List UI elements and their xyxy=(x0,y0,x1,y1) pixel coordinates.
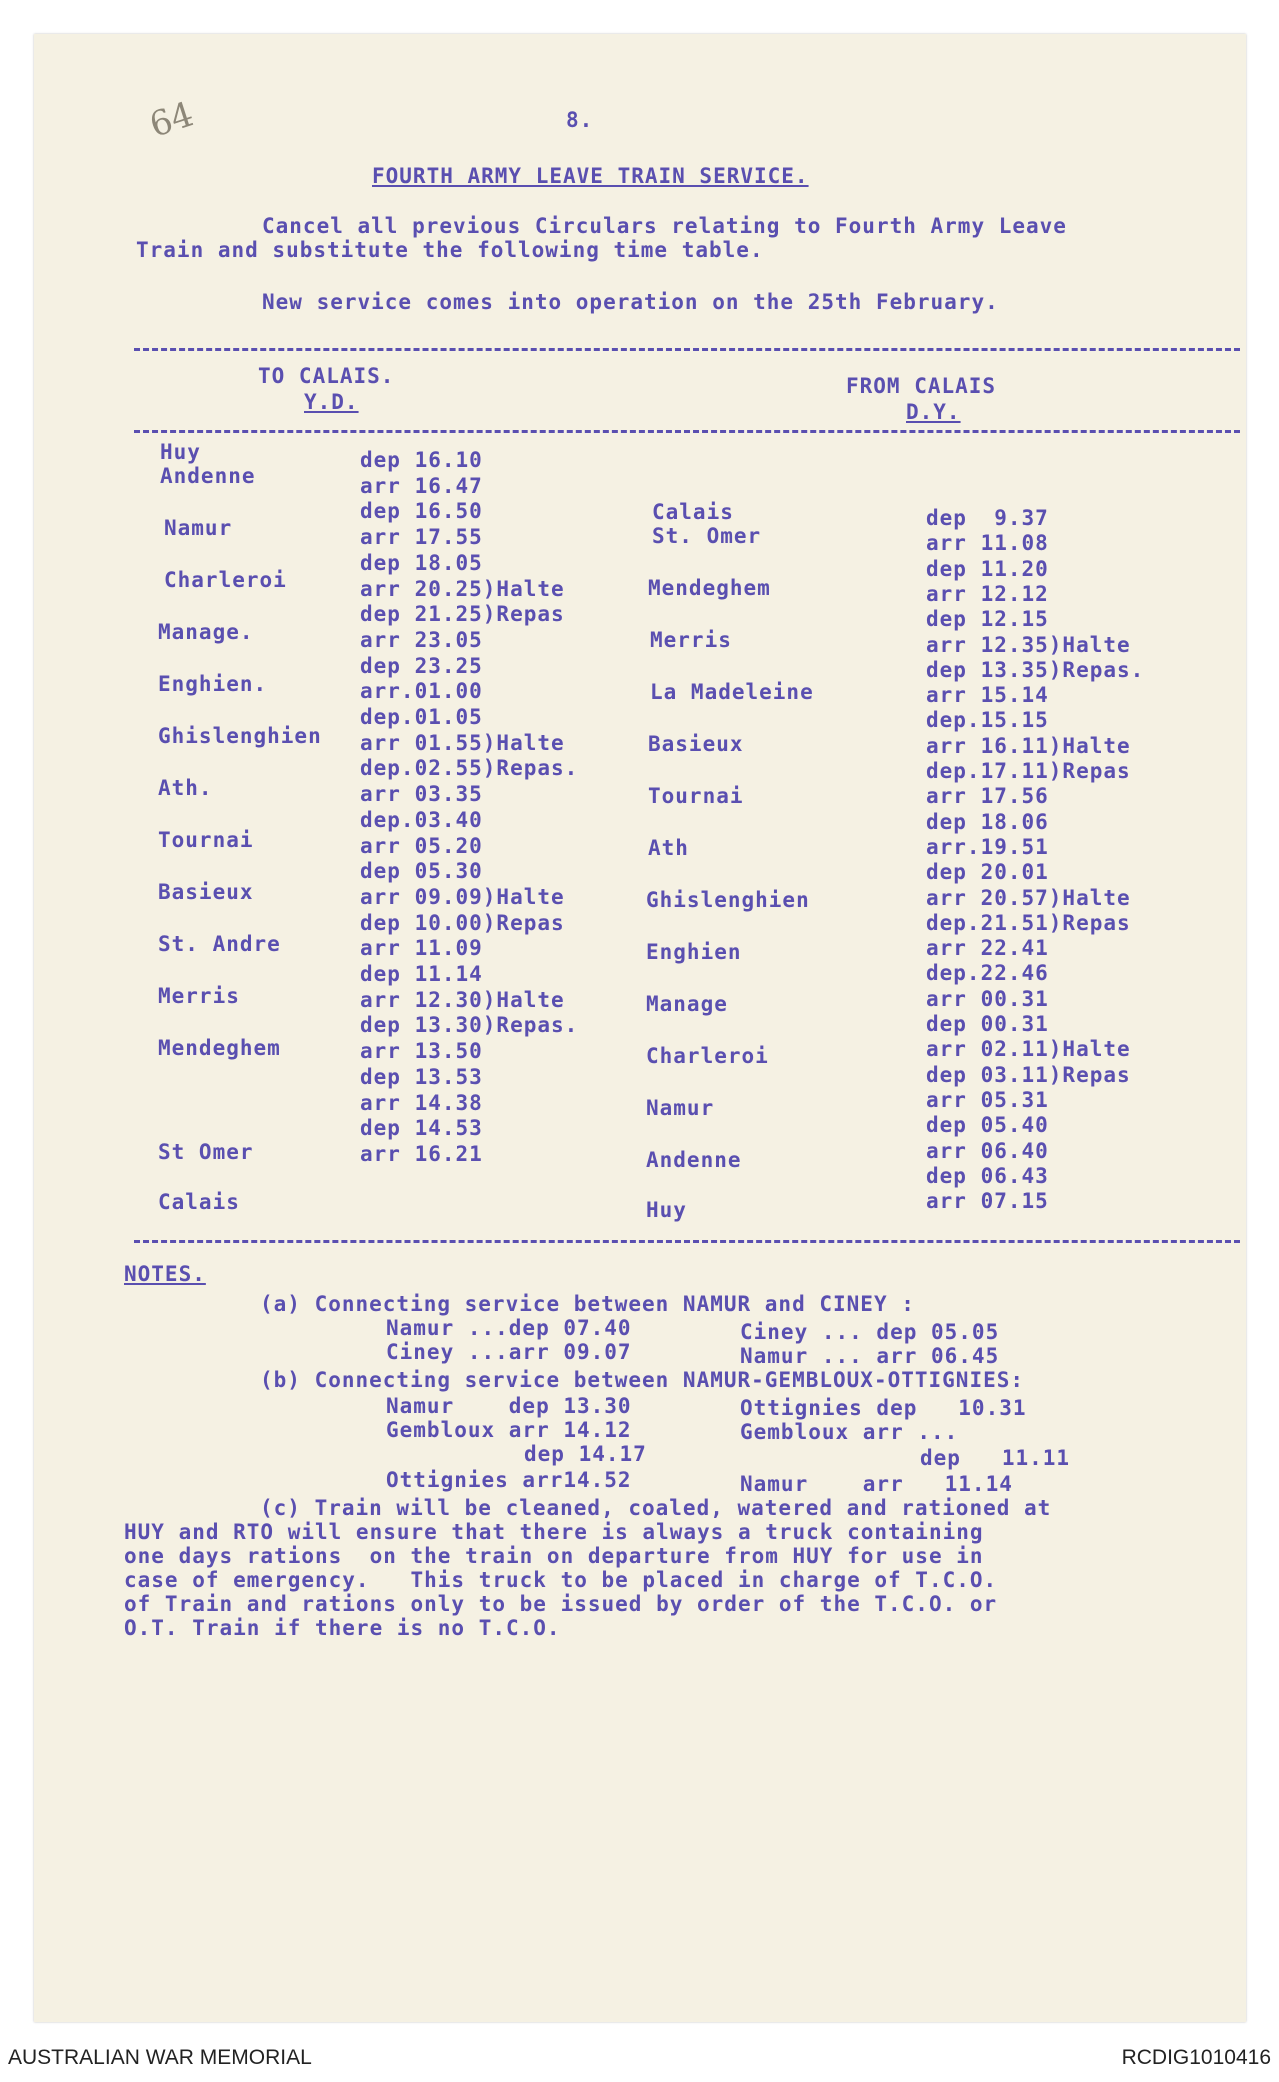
from-station-name: Mendeghem xyxy=(648,576,771,600)
document-title: FOURTH ARMY LEAVE TRAIN SERVICE. xyxy=(372,164,809,188)
footer-left-credit: AUSTRALIAN WAR MEMORIAL xyxy=(8,2046,312,2069)
note-line: Namur ...dep 07.40 xyxy=(386,1316,632,1340)
footer-right-reference: RCDIG1010416 xyxy=(1121,2046,1271,2069)
from-station-name: Charleroi xyxy=(646,1044,769,1068)
from-station-time: dep 05.40 xyxy=(926,1113,1049,1137)
note-line: dep 11.11 xyxy=(920,1446,1071,1470)
to-station-name: Andenne xyxy=(160,464,256,488)
to-station-time: arr 01.55)Halte xyxy=(360,731,565,755)
to-station-name: Enghien. xyxy=(158,672,268,696)
from-station-name: Ghislenghien xyxy=(646,888,810,912)
to-station-time: arr 09.09)Halte xyxy=(360,885,565,909)
to-station-time: dep 13.53 xyxy=(360,1065,483,1089)
document-page xyxy=(34,34,1246,2022)
to-station-time: dep 10.00)Repas xyxy=(360,911,565,935)
divider-top xyxy=(134,348,1240,351)
to-station-time: dep 13.30)Repas. xyxy=(360,1013,579,1037)
to-station-time: arr 16.47 xyxy=(360,474,483,498)
to-station-time: dep 11.14 xyxy=(360,962,483,986)
to-station-time: arr 03.35 xyxy=(360,782,483,806)
note-line: Namur dep 13.30 xyxy=(386,1394,632,1418)
note-line: Namur ... arr 06.45 xyxy=(740,1344,1000,1368)
note-line: Ciney ...arr 09.07 xyxy=(386,1340,632,1364)
to-station-time: dep.01.05 xyxy=(360,705,483,729)
notes-heading: NOTES. xyxy=(124,1262,206,1286)
from-station-time: arr.19.51 xyxy=(926,835,1049,859)
to-station-name: Basieux xyxy=(158,880,254,904)
from-station-time: arr 17.56 xyxy=(926,784,1049,808)
to-station-time: arr 23.05 xyxy=(360,628,483,652)
intro-line-1: Cancel all previous Circulars relating to Fourth Army Leave xyxy=(262,214,1067,238)
from-station-time: arr 07.15 xyxy=(926,1189,1049,1213)
to-station-name: Merris xyxy=(158,984,240,1008)
from-station-time: dep 03.11)Repas xyxy=(926,1063,1131,1087)
from-station-time: arr 05.31 xyxy=(926,1088,1049,1112)
note-line: HUY and RTO will ensure that there is always a truck containing xyxy=(124,1520,984,1544)
from-station-time: arr 20.57)Halte xyxy=(926,886,1131,910)
from-station-name: Ath xyxy=(648,836,689,860)
to-station-time: dep 05.30 xyxy=(360,859,483,883)
from-station-name: Andenne xyxy=(646,1148,742,1172)
from-station-name: La Madeleine xyxy=(650,680,814,704)
to-station-name: Manage. xyxy=(158,620,254,644)
from-station-time: dep 18.06 xyxy=(926,810,1049,834)
from-calais-subheading: D.Y. xyxy=(906,400,961,424)
from-station-time: arr 02.11)Halte xyxy=(926,1037,1131,1061)
note-line: O.T. Train if there is no T.C.O. xyxy=(124,1616,561,1640)
to-station-time: dep 21.25)Repas xyxy=(360,602,565,626)
note-line: Ottignies dep 10.31 xyxy=(740,1396,1027,1420)
from-station-time: arr 16.11)Halte xyxy=(926,734,1131,758)
from-station-time: dep 00.31 xyxy=(926,1012,1049,1036)
from-station-time: dep 11.20 xyxy=(926,557,1049,581)
to-calais-subheading: Y.D. xyxy=(304,390,359,414)
note-line: Ottignies arr14.52 xyxy=(386,1468,632,1492)
note-line: one days rations on the train on departure from HUY for use in xyxy=(124,1544,984,1568)
from-station-time: dep 12.15 xyxy=(926,607,1049,631)
to-station-time: dep 14.53 xyxy=(360,1116,483,1140)
to-station-time: dep 16.10 xyxy=(360,448,483,472)
to-station-time: dep.02.55)Repas. xyxy=(360,756,579,780)
to-station-time: arr 16.21 xyxy=(360,1142,483,1166)
note-line: of Train and rations only to be issued by order of the T.C.O. or xyxy=(124,1592,998,1616)
to-station-time: arr 11.09 xyxy=(360,936,483,960)
note-line: Gembloux arr ... xyxy=(740,1420,959,1444)
to-station-name: Charleroi xyxy=(164,568,287,592)
to-station-name: Ath. xyxy=(158,776,213,800)
intro-line-2: Train and substitute the following time table. xyxy=(136,238,764,262)
note-line: Gembloux arr 14.12 xyxy=(386,1418,632,1442)
to-station-name: Tournai xyxy=(158,828,254,852)
to-station-name: St. Andre xyxy=(158,932,281,956)
from-station-time: arr 06.40 xyxy=(926,1139,1049,1163)
pencil-folio-number: 64 xyxy=(144,94,199,146)
from-calais-heading: FROM CALAIS xyxy=(846,374,997,398)
new-service-notice: New service comes into operation on the 25th February. xyxy=(262,290,999,314)
from-station-time: arr 12.35)Halte xyxy=(926,633,1131,657)
to-station-time: arr.01.00 xyxy=(360,679,483,703)
from-station-name: Namur xyxy=(646,1096,715,1120)
from-station-name: St. Omer xyxy=(652,524,762,548)
to-station-time: arr 17.55 xyxy=(360,525,483,549)
to-station-time: arr 05.20 xyxy=(360,834,483,858)
from-station-time: dep 13.35)Repas. xyxy=(926,658,1145,682)
to-station-time: dep 23.25 xyxy=(360,654,483,678)
from-station-name: Huy xyxy=(646,1198,687,1222)
from-station-time: arr 11.08 xyxy=(926,531,1049,555)
to-station-name: Namur xyxy=(164,516,233,540)
to-station-time: dep.03.40 xyxy=(360,808,483,832)
from-station-time: dep 9.37 xyxy=(926,506,1049,530)
from-station-time: arr 15.14 xyxy=(926,683,1049,707)
from-station-time: arr 00.31 xyxy=(926,987,1049,1011)
from-station-time: dep.22.46 xyxy=(926,961,1049,985)
to-station-time: dep 16.50 xyxy=(360,499,483,523)
from-station-time: dep.21.51)Repas xyxy=(926,911,1131,935)
from-station-time: dep.17.11)Repas xyxy=(926,759,1131,783)
to-station-time: arr 12.30)Halte xyxy=(360,988,565,1012)
from-station-time: arr 22.41 xyxy=(926,936,1049,960)
note-line: Namur arr 11.14 xyxy=(740,1472,1013,1496)
from-station-time: arr 12.12 xyxy=(926,582,1049,606)
divider-header xyxy=(134,430,1240,433)
to-station-time: arr 20.25)Halte xyxy=(360,577,565,601)
from-station-name: Enghien xyxy=(646,940,742,964)
divider-bottom xyxy=(134,1240,1240,1243)
from-station-name: Merris xyxy=(650,628,732,652)
to-station-time: arr 13.50 xyxy=(360,1039,483,1063)
to-station-time: dep 18.05 xyxy=(360,551,483,575)
to-station-name: Calais xyxy=(158,1190,240,1214)
to-station-name: Huy xyxy=(160,440,201,464)
note-line: (a) Connecting service between NAMUR and CINEY : xyxy=(260,1292,915,1316)
from-station-time: dep 20.01 xyxy=(926,860,1049,884)
to-station-time: arr 14.38 xyxy=(360,1091,483,1115)
from-station-name: Calais xyxy=(652,500,734,524)
from-station-name: Tournai xyxy=(648,784,744,808)
note-line: Ciney ... dep 05.05 xyxy=(740,1320,1000,1344)
to-calais-heading: TO CALAIS. xyxy=(258,364,395,388)
to-station-name: Ghislenghien xyxy=(158,724,322,748)
to-station-name: St Omer xyxy=(158,1140,254,1164)
from-station-time: dep 06.43 xyxy=(926,1164,1049,1188)
page-number: 8. xyxy=(566,108,594,132)
note-line: (c) Train will be cleaned, coaled, watered and rationed at xyxy=(260,1496,1052,1520)
note-line: case of emergency. This truck to be placed in charge of T.C.O. xyxy=(124,1568,998,1592)
note-line: dep 14.17 xyxy=(524,1442,647,1466)
to-station-name: Mendeghem xyxy=(158,1036,281,1060)
note-line: (b) Connecting service between NAMUR-GEMBLOUX-OTTIGNIES: xyxy=(260,1368,1025,1392)
from-station-name: Basieux xyxy=(648,732,744,756)
from-station-name: Manage xyxy=(646,992,728,1016)
from-station-time: dep.15.15 xyxy=(926,708,1049,732)
